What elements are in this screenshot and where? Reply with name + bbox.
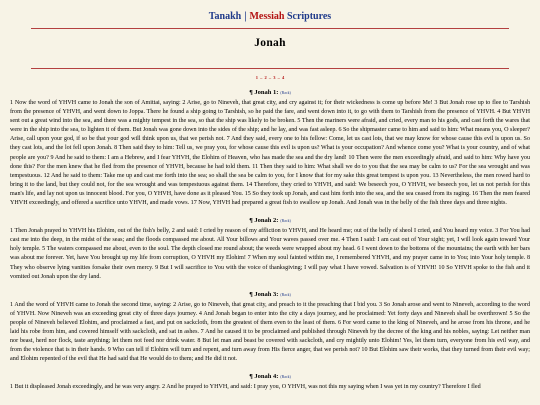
site-header	[0, 0, 540, 25]
title-divider	[31, 68, 509, 69]
chapter-heading	[10, 291, 530, 298]
chapter-1	[0, 89, 540, 208]
chapter-heading-text: ¶ Jonah 4:	[249, 373, 279, 381]
chapter-heading	[10, 217, 530, 224]
back-link[interactable]: (Back)	[280, 375, 291, 380]
chapter-text: 1 And the word of YHVH came to Jonah the second time, saying: 2 Arise, go to Nineveh, that great city, and preach to it the preaching that I bid you. 3 So Jonah arose and went to Nineveh, according to the word of YHVH. Now Nineveh was an exceeding great city of three days journey. 4 And Jonah began to enter into the city a days journey, and he proclaimed: Yet forty days and Nineveh shall be overthrown! 5 So the people of Nineveh believed Elohim, and proclaimed a fast, and put on sackcloth, from the greatest of them even to the least of them. 6 For word came to the king of Nineveh, and he arose from his throne, and he laid his robe from him, and covered himself with sackcloth, and sat in ashes. 7 And he caused it to be proclaimed and published through Nineveh by the decree of the king and his nobles, saying: Let neither man nor beast, herd nor flock, taste anything; let them not feed nor drink water. 8 But let man and beast be covered with sackcloth, and cry mightily unto Elohim! Yes, let them turn, everyone from his evil way, and from the violence that is in their hands. 9 Who can tell if Elohim will turn and repent, and turn away from His fierce anger, that we perish not? 10 But Elohim saw their works, that they turned from their evil way; and Elohim repented of the evil that He had said that He would do to them; and He did it not.	[10, 301, 530, 363]
chapter-text: 1 Now the word of YHVH came to Jonah the son of Amittai, saying: 2 Arise, go to Nineveh, that great city, and cry against it; for their wickedness is come up before Me! 3 But Jonah rose up to flee to Tarshish from the presence of YHVH, and went down to Joppa. There he found a ship going to Tarshish, so he paid the fare, and went down into it, to go with them to Tarshish from the presence of YHVH. 4 But YHVH sent out a great wind into the sea, and there was a mighty tempest in the sea, so that the ship was likely to be broken. 5 Then the mariners were afraid, and cried, every man to his gods, and cast forth the wares that were in the ship into the sea, to lighten it of them. But Jonah was gone down into the sides of the ship; and he lay, and was fast asleep. 6 So the shipmaster came to him and said to him: What means you, O sleeper? Arise, call upon your god, if so be that your god will think upon us, that we perish not. 7 And they said, every one to his fellow: Come, let us cast lots, that we may know for whose cause this evil is upon us. So they cast lots, and the lot fell upon Jonah. 8 Then said they to him: Tell us, we pray you, for whose cause this evil is upon us? What is your occupation? And whence come you? What is your country, and of what people are you? 9 And he said to them: I am a Hebrew, and I fear YHVH, the Elohim of Heaven, who has made the sea and the dry land! 10 Then were the men exceedingly afraid, and said to him: Why have you done this? For the men knew that he fled from the presence of YHVH, because he had told them. 11 Then they said to him: What shall we do to you that the sea may be calm to us? For the sea wrought and was tempestuous. 12 And he said to them: Take me up and cast me forth into the sea; so shall the sea be calm to you, for I know that for my sake this great tempest is upon you. 13 Nevertheless, the men rowed hard to bring it to the land, but they could not, for the sea wrought and was tempestuous against them. 14 Therefore, they cried to YHVH, and said: We beseech you, O YHVH, we beseech you, let us not perish for this man's life, and lay not upon us innocent blood. For you, O YHVH, have done as it pleased You. 15 So they took up Jonah, and cast him forth into the sea, and the sea ceased from its raging. 16 Then the men feared YHVH exceedingly, and offered a sacrifice unto YHVH, and made vows. 17 Now, YHVH had prepared a great fish to swallow up Jonah. And Jonah was in the belly of the fish three days and three nights.	[10, 100, 530, 207]
chapter-links	[0, 75, 540, 80]
back-link[interactable]: (Back)	[280, 292, 291, 297]
chapter-2	[0, 217, 540, 282]
chapter-heading	[10, 373, 530, 380]
chapter-link-4[interactable]: 4	[282, 75, 285, 80]
chapter-heading-text: ¶ Jonah 2:	[249, 217, 279, 225]
chapter-4	[0, 373, 540, 392]
header-separator: |	[244, 11, 247, 22]
chapter-text: 1 Then Jonah prayed to YHVH his Elohim, out of the fish's belly, 2 and said: I cried by reason of my affliction to YHVH, and He heard me; out of the belly of sheol I cried, and You heard my voice. 3 For You had cast me into the deep, in the midst of the seas; and the floods compassed me about. All Your billows and Your waves passed over me. 4 Then I said: I am cast out of Your sight; yet, I will look again toward Your holy temple. 5 The waters compassed me about, even to the soul. The depth closed me round about; the weeds were wrapped about my head. 6 I went down to the bottoms of the mountains; the earth with her bars was about me forever. Yet, have You brought up my life from corruption, O YHVH my Elohim! 7 When my soul fainted within me, I remembered YHVH, and my prayer came in to You; into Your holy temple. 8 They who observe lying vanities forsake their own mercy. 9 But I will sacrifice to You with the voice of thanksgiving; I will pay what I have vowed. Salvation is of YHVH! 10 So YHVH spoke to the fish and it vomited out Jonah upon the dry land.	[10, 228, 530, 280]
chapter-link-sep: –	[277, 75, 280, 80]
book-title: Jonah	[254, 37, 286, 49]
chapter-link-sep: –	[268, 75, 272, 80]
chapter-link-2[interactable]: 2	[264, 75, 267, 80]
scriptures-link[interactable]: Scriptures	[286, 11, 332, 22]
chapter-link-3[interactable]: 3	[273, 75, 276, 80]
chapter-heading-text: ¶ Jonah 1:	[249, 89, 279, 96]
tanakh-link[interactable]: Tanakh	[208, 11, 242, 22]
chapter-heading-text: ¶ Jonah 3:	[249, 290, 279, 298]
messiah-link[interactable]: Messiah	[249, 11, 285, 22]
chapter-link-sep: –	[260, 75, 263, 80]
chapter-link-1[interactable]: 1	[255, 75, 258, 80]
back-link[interactable]: (Back)	[280, 91, 291, 95]
header-divider	[31, 28, 509, 29]
back-link[interactable]: (Back)	[280, 219, 291, 224]
chapter-3	[0, 291, 540, 365]
chapter-text: 1 But it displeased Jonah exceedingly, and he was very angry. 2 And he prayed to YHVH, and said: I pray you, O YHVH, was not this my saying when I was yet in my country? Therefore I fled	[10, 384, 481, 391]
chapter-heading	[10, 89, 530, 96]
